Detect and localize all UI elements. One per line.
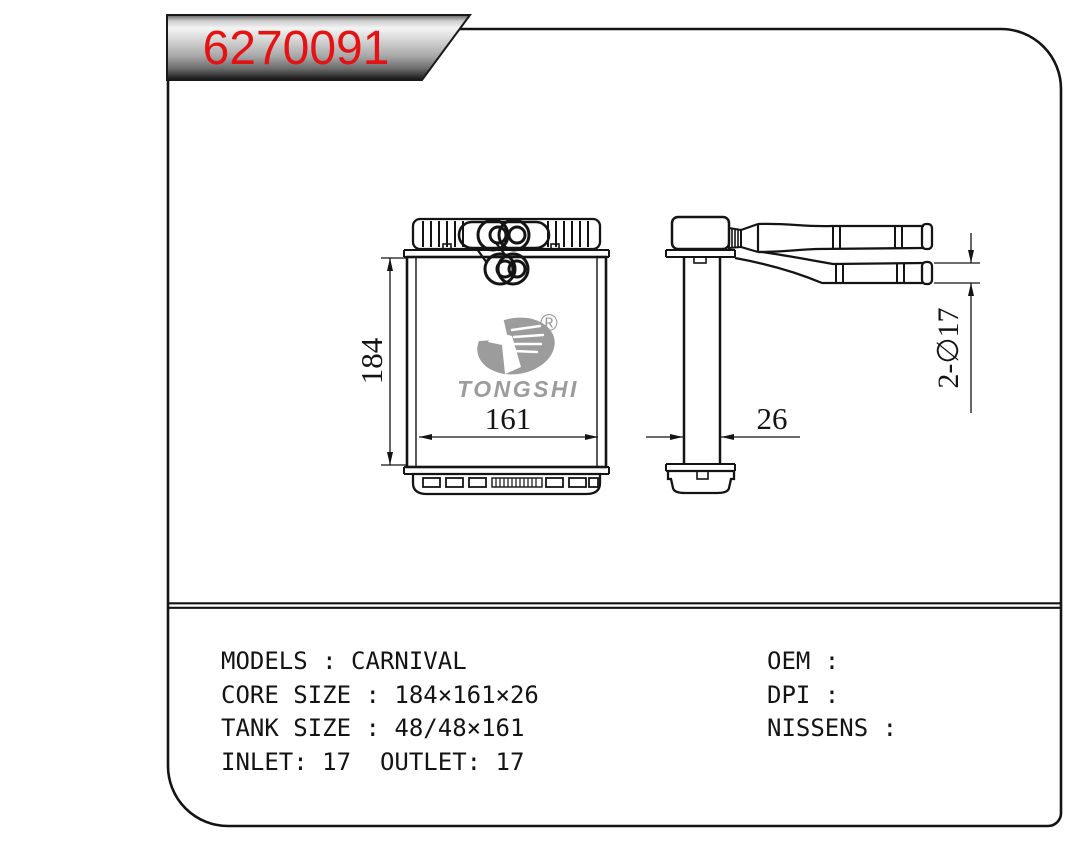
dim-height [354, 258, 407, 465]
dim-depth-label: 26 [756, 401, 788, 436]
spec-core-size: CORE SIZE : 184×161×26 [221, 680, 539, 709]
dim-pipe [932, 233, 980, 413]
side-view [666, 217, 932, 493]
upper-pipe-fitting [478, 220, 529, 250]
spec-inlet-outlet: INLET: 17 OUTLET: 17 [221, 747, 525, 776]
dim-height-label: 184 [354, 337, 389, 385]
part-number-banner [167, 15, 470, 80]
dim-width [419, 401, 598, 440]
pipe-neck-hatched [729, 228, 741, 248]
lower-pipe [735, 252, 932, 284]
brand-logo [457, 310, 579, 402]
specs-right-column [767, 645, 897, 746]
pipe-cone [741, 224, 758, 252]
spec-models: MODELS : CARNIVAL [221, 647, 467, 675]
side-bottom-cap [668, 471, 734, 493]
side-top-flange [666, 250, 735, 263]
part-number: 6270091 [202, 22, 390, 75]
spec-dpi: DPI : [767, 680, 840, 709]
dim-width-label: 161 [484, 401, 532, 436]
side-top-block [672, 217, 729, 249]
dim-pipe-label: 2-∅17 [932, 307, 965, 389]
dim-depth [646, 401, 800, 440]
logo-wordmark: TONGSHI [457, 376, 579, 402]
specs-left-column [221, 645, 539, 779]
spec-nissens: NISSENS : [767, 714, 898, 742]
registered-mark: ® [540, 310, 558, 337]
bottom-tank [413, 474, 600, 494]
spec-tank-size: TANK SIZE : 48/48×161 [221, 714, 525, 742]
bottom-tank-tabs [423, 478, 598, 487]
dimensions [354, 233, 980, 465]
upper-pipe [758, 224, 932, 252]
spec-oem: OEM : [767, 647, 840, 675]
lower-pipe-fitting [485, 254, 528, 284]
